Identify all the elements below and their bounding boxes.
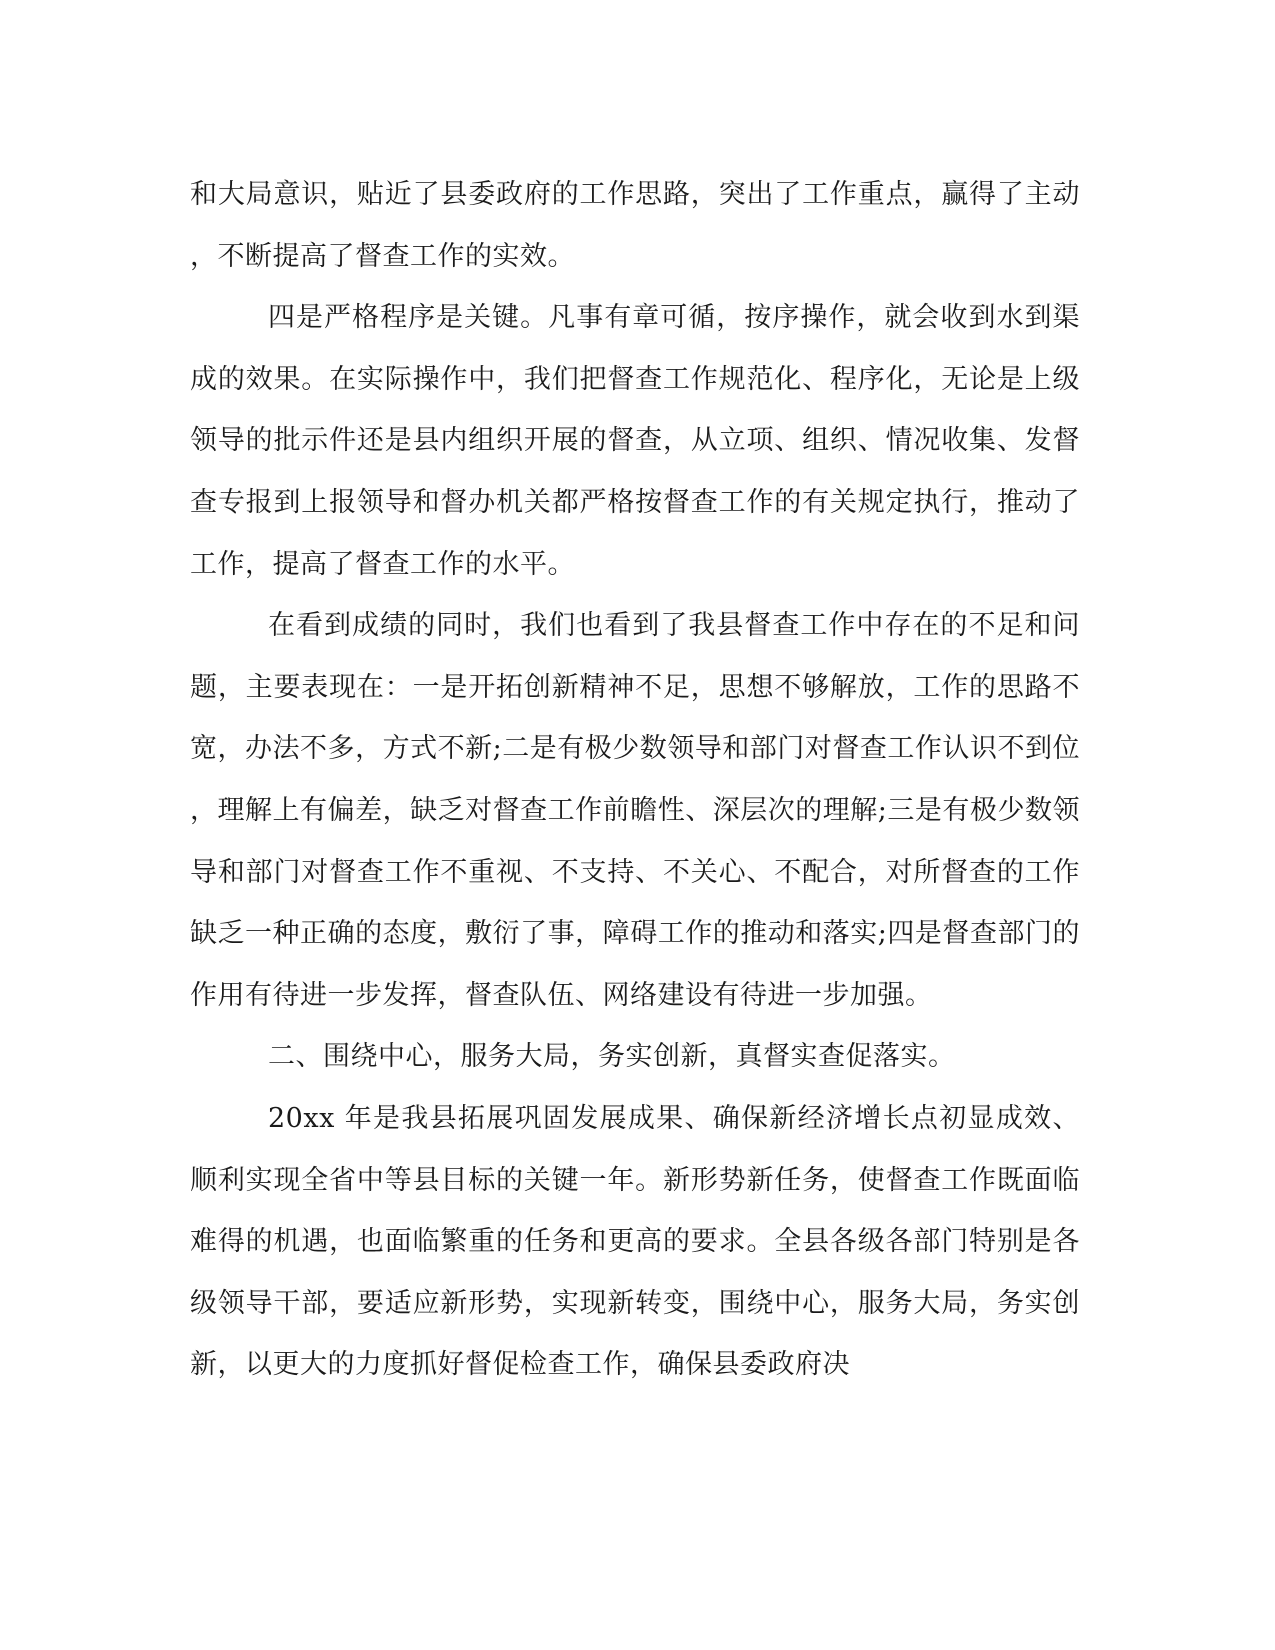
paragraph-2: 四是严格程序是关键。凡事有章可循，按序操作，就会收到水到渠成的效果。在实际操作中，我们把督查工作规范化、程序化，无论是上级领导的批示件还是县内组织开展的督查，从立项、组织、情况收集、发督查专报到上报领导和督办机关都严格按督查工作的有关规定执行，推动了工作，提高了督查工作的水平。 xyxy=(190,302,1080,580)
paragraph-5: 20xx 年是我县拓展巩固发展成果、确保新经济增长点初显成效、顺利实现全省中等县目标的关键一年。新形势新任务，使督查工作既面临难得的机遇，也面临繁重的任务和更高的要求。全县各级各部门特别是各级领导干部，要适应新形势，实现新转变，围绕中心，服务大局，务实创新，以更大的力度抓好督促检查工作，确保县委政府决 xyxy=(190,1102,1080,1381)
section-heading-2: 二、围绕中心，服务大局，务实创新，真督实查促落实。 xyxy=(268,1041,956,1073)
paragraph-1: 和大局意识，贴近了县委政府的工作思路，突出了工作重点，赢得了主动，不断提高了督查工作的实效。 xyxy=(190,179,1080,272)
body-text xyxy=(190,164,1080,1396)
paragraph-3: 在看到成绩的同时，我们也看到了我县督查工作中存在的不足和问题，主要表现在：一是开拓创新精神不足，思想不够解放，工作的思路不宽，办法不多，方式不新;二是有极少数领导和部门对督查工作认识不到位，理解上有偏差，缺乏对督查工作前瞻性、深层次的理解;三是有极少数领导和部门对督查工作不重视、不支持、不关心、不配合，对所督查的工作缺乏一种正确的态度，敷衍了事，障碍工作的推动和落实;四是督查部门的作用有待进一步发挥，督查队伍、网络建设有待进一步加强。 xyxy=(190,610,1080,1011)
